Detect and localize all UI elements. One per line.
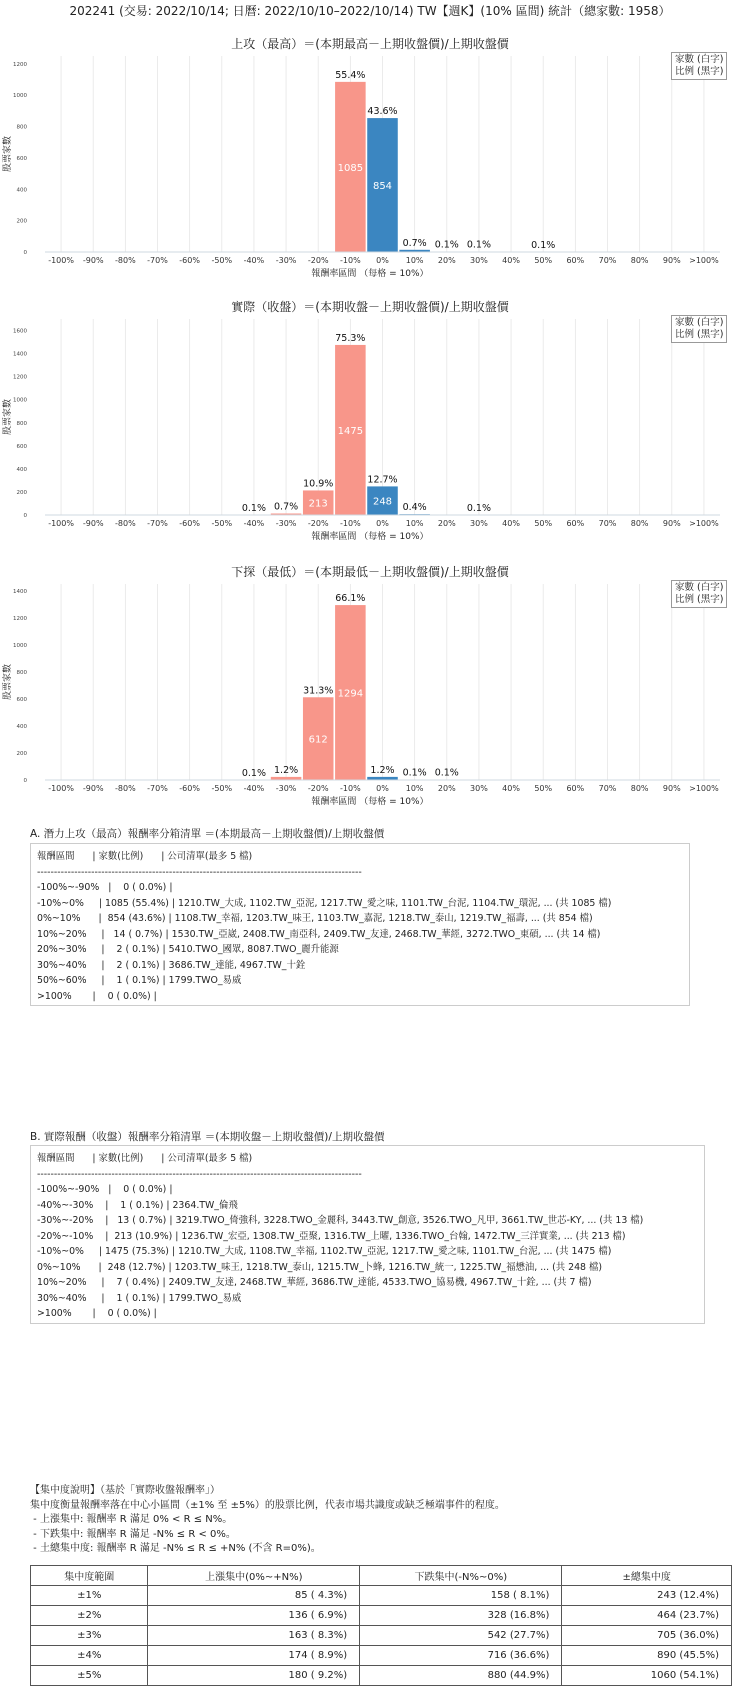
y-tick-label: 200	[16, 750, 27, 757]
bar-pct-label: 10.9%	[303, 478, 334, 490]
x-tick-label: 80%	[630, 519, 649, 528]
y-tick-label: 1200	[13, 61, 27, 68]
section-b-line: 30%~40% | 1 ( 0.1%) | 1799.TWO_易威	[37, 1292, 242, 1304]
y-tick-label: 1000	[13, 93, 27, 100]
x-tick-label: -50%	[211, 256, 233, 265]
table-cell: 243 (12.4%)	[562, 1586, 732, 1606]
x-tick-label: >100%	[689, 519, 719, 528]
bar-pct-label: 0.1%	[466, 502, 491, 514]
table-cell: 85 ( 4.3%)	[148, 1586, 360, 1606]
bar-pct-label: 66.1%	[335, 593, 366, 605]
section-b-line: 10%~20% | 7 ( 0.4%) | 2409.TW_友達, 2468.TW_華經, 3686.TW_達能, 4533.TWO_協易機, 4967.TW_十銓, ... (共 7 檔)	[37, 1277, 592, 1288]
x-tick-label: 80%	[630, 256, 649, 265]
bar-count-label: 248	[372, 496, 393, 508]
y-tick-label: 0	[23, 250, 27, 256]
y-tick-label: 1000	[13, 642, 27, 649]
table-cell-range: ±4%	[31, 1646, 148, 1666]
x-tick-label: -90%	[82, 784, 104, 793]
bar-pct-label: 75.3%	[335, 332, 366, 344]
concentration-notes	[30, 1484, 505, 1557]
bar-count-label: 854	[372, 181, 393, 193]
x-tick-label: -10%	[340, 256, 361, 265]
x-tick-label: 60%	[566, 519, 585, 528]
legend-line-count: 家數 (白字)	[675, 582, 724, 593]
y-axis-label: 股票家數	[3, 398, 13, 436]
x-tick-label: 50%	[534, 519, 553, 528]
table-cell: 890 (45.5%)	[562, 1646, 732, 1666]
chart-title: 下探（最低）＝(本期最低－上期收盤價)/上期收盤價	[231, 565, 509, 579]
y-tick-label: 1200	[13, 374, 27, 381]
section-a-line: 50%~60% | 1 ( 0.1%) | 1799.TWO_易威	[37, 975, 242, 986]
x-tick-label: 20%	[437, 256, 456, 265]
concentration-note-line: - 上漲集中: 報酬率 R 滿足 0% < R ≤ N%。	[30, 1514, 233, 1525]
x-tick-label: -30%	[275, 519, 297, 528]
x-axis-label: 報酬率區間 （每格 = 10%）	[311, 532, 429, 542]
table-cell-range: ±2%	[31, 1606, 148, 1626]
x-tick-label: -90%	[82, 519, 104, 528]
bar-count-label: 1475	[337, 425, 364, 437]
x-tick-label: 40%	[502, 784, 520, 793]
x-tick-label: -10%	[340, 519, 361, 528]
bar-count-label: 1294	[337, 688, 364, 700]
x-tick-label: 10%	[405, 784, 424, 793]
x-tick-label: 90%	[662, 256, 681, 265]
x-tick-label: -100%	[48, 256, 74, 265]
section-a-line: ------------------------------------------------------------------------------------------------	[37, 866, 362, 878]
x-tick-label: -50%	[211, 519, 233, 528]
x-tick-label: -70%	[147, 784, 168, 793]
x-tick-label: -40%	[243, 519, 265, 528]
x-tick-label: 20%	[437, 519, 456, 528]
x-tick-label: 0%	[376, 784, 389, 793]
x-tick-label: -20%	[307, 784, 329, 793]
x-tick-label: -20%	[307, 519, 329, 528]
bar-pct-label: 12.7%	[367, 474, 398, 486]
x-tick-label: 50%	[534, 784, 553, 793]
bar-pct-label: 1.2%	[370, 764, 395, 776]
table-cell-range: ±3%	[31, 1626, 148, 1646]
chart-low	[0, 562, 740, 812]
legend-box	[671, 580, 727, 608]
legend-box	[671, 52, 727, 80]
section-a-line: -100%~-90% | 0 ( 0.0%) |	[37, 882, 173, 893]
y-tick-label: 800	[16, 669, 27, 676]
x-tick-label: 40%	[502, 256, 520, 265]
x-tick-label: -100%	[48, 519, 74, 528]
x-tick-label: -30%	[275, 256, 297, 265]
x-tick-label: 0%	[376, 519, 389, 528]
section-b-line: 報酬區間 | 家數(比例) | 公司清單(最多 5 檔)	[37, 1153, 253, 1164]
x-tick-label: -70%	[147, 256, 168, 265]
bar-pct-label: 0.1%	[434, 767, 459, 779]
x-tick-label: 20%	[437, 784, 456, 793]
bar-pct-label: 0.1%	[466, 239, 491, 251]
x-tick-label: >100%	[689, 784, 719, 793]
x-tick-label: 70%	[598, 256, 617, 265]
bar-pct-label: 0.1%	[531, 239, 556, 251]
y-axis-label: 股票家數	[3, 135, 13, 173]
section-b-title: B. 實際報酬（收盤）報酬率分箱清單 ＝(本期收盤－上期收盤價)/上期收盤價	[30, 1131, 385, 1143]
x-tick-label: -80%	[115, 784, 136, 793]
x-tick-label: 30%	[470, 519, 488, 528]
legend-line-ratio: 比例 (黑字)	[675, 66, 724, 77]
x-tick-label: 10%	[405, 519, 424, 528]
bar-pct-label: 0.1%	[241, 502, 266, 514]
section-b-line: >100% | 0 ( 0.0%) |	[37, 1308, 157, 1319]
x-tick-label: 80%	[630, 784, 649, 793]
y-tick-label: 600	[16, 696, 27, 703]
x-tick-label: 50%	[534, 256, 553, 265]
x-tick-label: -90%	[82, 256, 104, 265]
section-b-line: -20%~-10% | 213 (10.9%) | 1236.TW_宏亞, 1308.TW_亞聚, 1316.TW_上曜, 1336.TWO_台翰, 1472.TW_三洋實業, ... (共 213 檔)	[37, 1230, 626, 1242]
y-tick-label: 0	[23, 513, 27, 519]
x-tick-label: 90%	[662, 784, 681, 793]
x-tick-label: -60%	[179, 784, 200, 793]
section-b-list	[30, 1145, 705, 1324]
table-cell: 158 ( 8.1%)	[360, 1586, 562, 1606]
x-tick-label: -60%	[179, 519, 200, 528]
x-tick-label: -80%	[115, 256, 136, 265]
y-tick-label: 800	[16, 124, 27, 131]
x-tick-label: -80%	[115, 519, 136, 528]
table-cell: 1060 (54.1%)	[562, 1666, 732, 1686]
y-tick-label: 800	[16, 420, 27, 427]
section-a-line: -10%~0% | 1085 (55.4%) | 1210.TW_大成, 1102.TW_亞泥, 1217.TW_愛之味, 1101.TW_台泥, 1104.TW_環泥, ... (共 1085 檔)	[37, 897, 612, 909]
chart-high-svg	[0, 34, 740, 284]
concentration-table	[30, 1565, 732, 1686]
table-row	[31, 1626, 732, 1646]
table-cell: 464 (23.7%)	[562, 1606, 732, 1626]
table-cell: 880 (44.9%)	[360, 1666, 562, 1686]
y-tick-label: 1000	[13, 397, 27, 404]
y-tick-label: 400	[16, 466, 27, 473]
y-tick-label: 400	[16, 723, 27, 730]
table-cell-range: ±1%	[31, 1586, 148, 1606]
y-tick-label: 200	[16, 489, 27, 496]
section-a-line: 10%~20% | 14 ( 0.7%) | 1530.TW_亞崴, 2408.TW_南亞科, 2409.TW_友達, 2468.TW_華經, 3272.TWO_東碩, ... (共 14 檔)	[37, 928, 601, 940]
table-cell: 542 (27.7%)	[360, 1626, 562, 1646]
table-cell: 705 (36.0%)	[562, 1626, 732, 1646]
x-tick-label: 70%	[598, 784, 617, 793]
section-a-line: >100% | 0 ( 0.0%) |	[37, 990, 157, 1002]
x-tick-label: 60%	[566, 256, 585, 265]
section-a-line: 30%~40% | 2 ( 0.1%) | 3686.TW_達能, 4967.TW_十銓	[37, 959, 306, 971]
x-tick-label: 10%	[405, 256, 424, 265]
section-b-line: 0%~10% | 248 (12.7%) | 1203.TW_味王, 1218.TW_泰山, 1215.TW_卜蜂, 1216.TW_統一, 1225.TW_福懋油, ... (共 248 檔)	[37, 1261, 603, 1273]
section-a-title: A. 潛力上攻（最高）報酬率分箱清單 ＝(本期最高－上期收盤價)/上期收盤價	[30, 828, 385, 840]
bar-pct-label: 0.7%	[402, 237, 427, 249]
table-cell: 136 ( 6.9%)	[148, 1606, 360, 1626]
table-cell: 180 ( 9.2%)	[148, 1666, 360, 1686]
x-tick-label: 30%	[470, 256, 488, 265]
chart-close-svg	[0, 297, 740, 547]
table-header: ±總集中度	[562, 1566, 732, 1586]
legend-line-count: 家數 (白字)	[675, 54, 724, 65]
legend-box	[671, 315, 727, 343]
x-tick-label: -10%	[340, 784, 361, 793]
x-tick-label: -70%	[147, 519, 168, 528]
table-cell: 716 (36.6%)	[360, 1646, 562, 1666]
x-axis-label: 報酬率區間 （每格 = 10%）	[311, 269, 429, 279]
x-tick-label: 30%	[470, 784, 488, 793]
x-tick-label: 60%	[566, 784, 585, 793]
legend-line-count: 家數 (白字)	[675, 317, 724, 328]
table-cell-range: ±5%	[31, 1666, 148, 1686]
section-a-line: 報酬區間 | 家數(比例) | 公司清單(最多 5 檔)	[37, 851, 253, 862]
y-tick-label: 1400	[13, 588, 27, 595]
y-tick-label: 200	[16, 218, 27, 225]
y-axis-label: 股票家數	[3, 663, 13, 701]
bar-pct-label: 0.1%	[434, 239, 459, 251]
table-header: 上漲集中(0%~+N%)	[148, 1566, 360, 1586]
y-tick-label: 600	[16, 155, 27, 162]
section-b-line: ------------------------------------------------------------------------------------------------	[37, 1168, 362, 1180]
concentration-note-line: 【集中度說明】（基於「實際收盤報酬率」）	[30, 1485, 220, 1496]
y-tick-label: 1600	[13, 328, 27, 335]
section-b-line: -10%~0% | 1475 (75.3%) | 1210.TW_大成, 1108.TW_幸福, 1102.TW_亞泥, 1217.TW_愛之味, 1101.TW_台泥, ... (共 1475 檔)	[37, 1246, 612, 1257]
bar-pct-label: 31.3%	[303, 685, 334, 697]
table-cell: 174 ( 8.9%)	[148, 1646, 360, 1666]
bar-count-label: 612	[308, 734, 328, 746]
legend-line-ratio: 比例 (黑字)	[675, 329, 724, 340]
y-tick-label: 0	[23, 778, 27, 784]
bar-pct-label: 0.4%	[402, 502, 427, 514]
section-a-list	[30, 843, 690, 1006]
table-cell: 163 ( 8.3%)	[148, 1626, 360, 1646]
chart-title: 上攻（最高）＝(本期最高－上期收盤價)/上期收盤價	[231, 37, 509, 51]
bar-pct-label: 55.4%	[335, 69, 366, 81]
x-tick-label: 70%	[598, 519, 617, 528]
x-tick-label: -30%	[275, 784, 297, 793]
x-tick-label: -40%	[243, 256, 265, 265]
section-b-line: -100%~-90% | 0 ( 0.0%) |	[37, 1184, 173, 1195]
bar-pct-label: 43.6%	[367, 106, 398, 118]
x-tick-label: 0%	[376, 256, 389, 265]
chart-low-svg	[0, 562, 740, 812]
table-header: 下跌集中(-N%~0%)	[360, 1566, 562, 1586]
bar-count-label: 213	[308, 498, 328, 510]
x-tick-label: 40%	[502, 519, 520, 528]
y-tick-label: 1400	[13, 351, 27, 358]
bar-pct-label: 0.1%	[241, 767, 266, 779]
x-axis-label: 報酬率區間 （每格 = 10%）	[311, 797, 429, 807]
x-tick-label: 90%	[662, 519, 681, 528]
table-header: 集中度範圍	[31, 1566, 148, 1586]
table-cell: 328 (16.8%)	[360, 1606, 562, 1626]
concentration-note-line: - 下跌集中: 報酬率 R 滿足 -N% ≤ R < 0%。	[30, 1528, 236, 1540]
section-b-line: -40%~-30% | 1 ( 0.1%) | 2364.TW_倫飛	[37, 1199, 238, 1211]
x-tick-label: -60%	[179, 256, 200, 265]
concentration-note-line: - 土總集中度: 報酬率 R 滿足 -N% ≤ R ≤ +N% (不含 R=0%)。	[30, 1543, 321, 1554]
chart-title: 實際（收盤）＝(本期收盤－上期收盤價)/上期收盤價	[231, 300, 509, 314]
table-row	[31, 1666, 732, 1686]
chart-close	[0, 297, 740, 547]
page-title: 202241 (交易: 2022/10/14; 日曆: 2022/10/10–2022/10/14) TW【週K】(10% 區間) 統計（總家數: 1958）	[69, 4, 671, 18]
x-tick-label: -40%	[243, 784, 265, 793]
x-tick-label: >100%	[689, 256, 719, 265]
y-tick-label: 400	[16, 187, 27, 194]
x-tick-label: -20%	[307, 256, 329, 265]
section-b-line: -30%~-20% | 13 ( 0.7%) | 3219.TWO_倚強科, 3228.TWO_金麗科, 3443.TW_創意, 3526.TWO_凡甲, 3661.TW_世芯-KY, ... (共 13 檔)	[37, 1215, 644, 1226]
y-tick-label: 600	[16, 443, 27, 450]
bar-pct-label: 0.7%	[274, 501, 299, 513]
bar-pct-label: 0.1%	[402, 767, 427, 779]
chart-high	[0, 34, 740, 284]
legend-line-ratio: 比例 (黑字)	[675, 594, 724, 605]
bar-count-label: 1085	[337, 162, 364, 174]
section-a-line: 0%~10% | 854 (43.6%) | 1108.TW_幸福, 1203.TW_味王, 1103.TW_嘉泥, 1218.TW_泰山, 1219.TW_福壽, ... (共 854 檔)	[37, 913, 593, 924]
section-a-line: 20%~30% | 2 ( 0.1%) | 5410.TWO_國眾, 8087.TWO_麗升能源	[37, 944, 339, 955]
table-row	[31, 1606, 732, 1626]
table-row	[31, 1646, 732, 1666]
y-tick-label: 1200	[13, 615, 27, 622]
bar-pct-label: 1.2%	[274, 764, 299, 776]
x-tick-label: -50%	[211, 784, 233, 793]
x-tick-label: -100%	[48, 784, 74, 793]
concentration-note-line: 集中度衡量報酬率落在中心小區間（±1% 至 ±5%）的股票比例，代表市場共識度或缺乏極端事件的程度。	[30, 1499, 505, 1511]
table-row	[31, 1586, 732, 1606]
